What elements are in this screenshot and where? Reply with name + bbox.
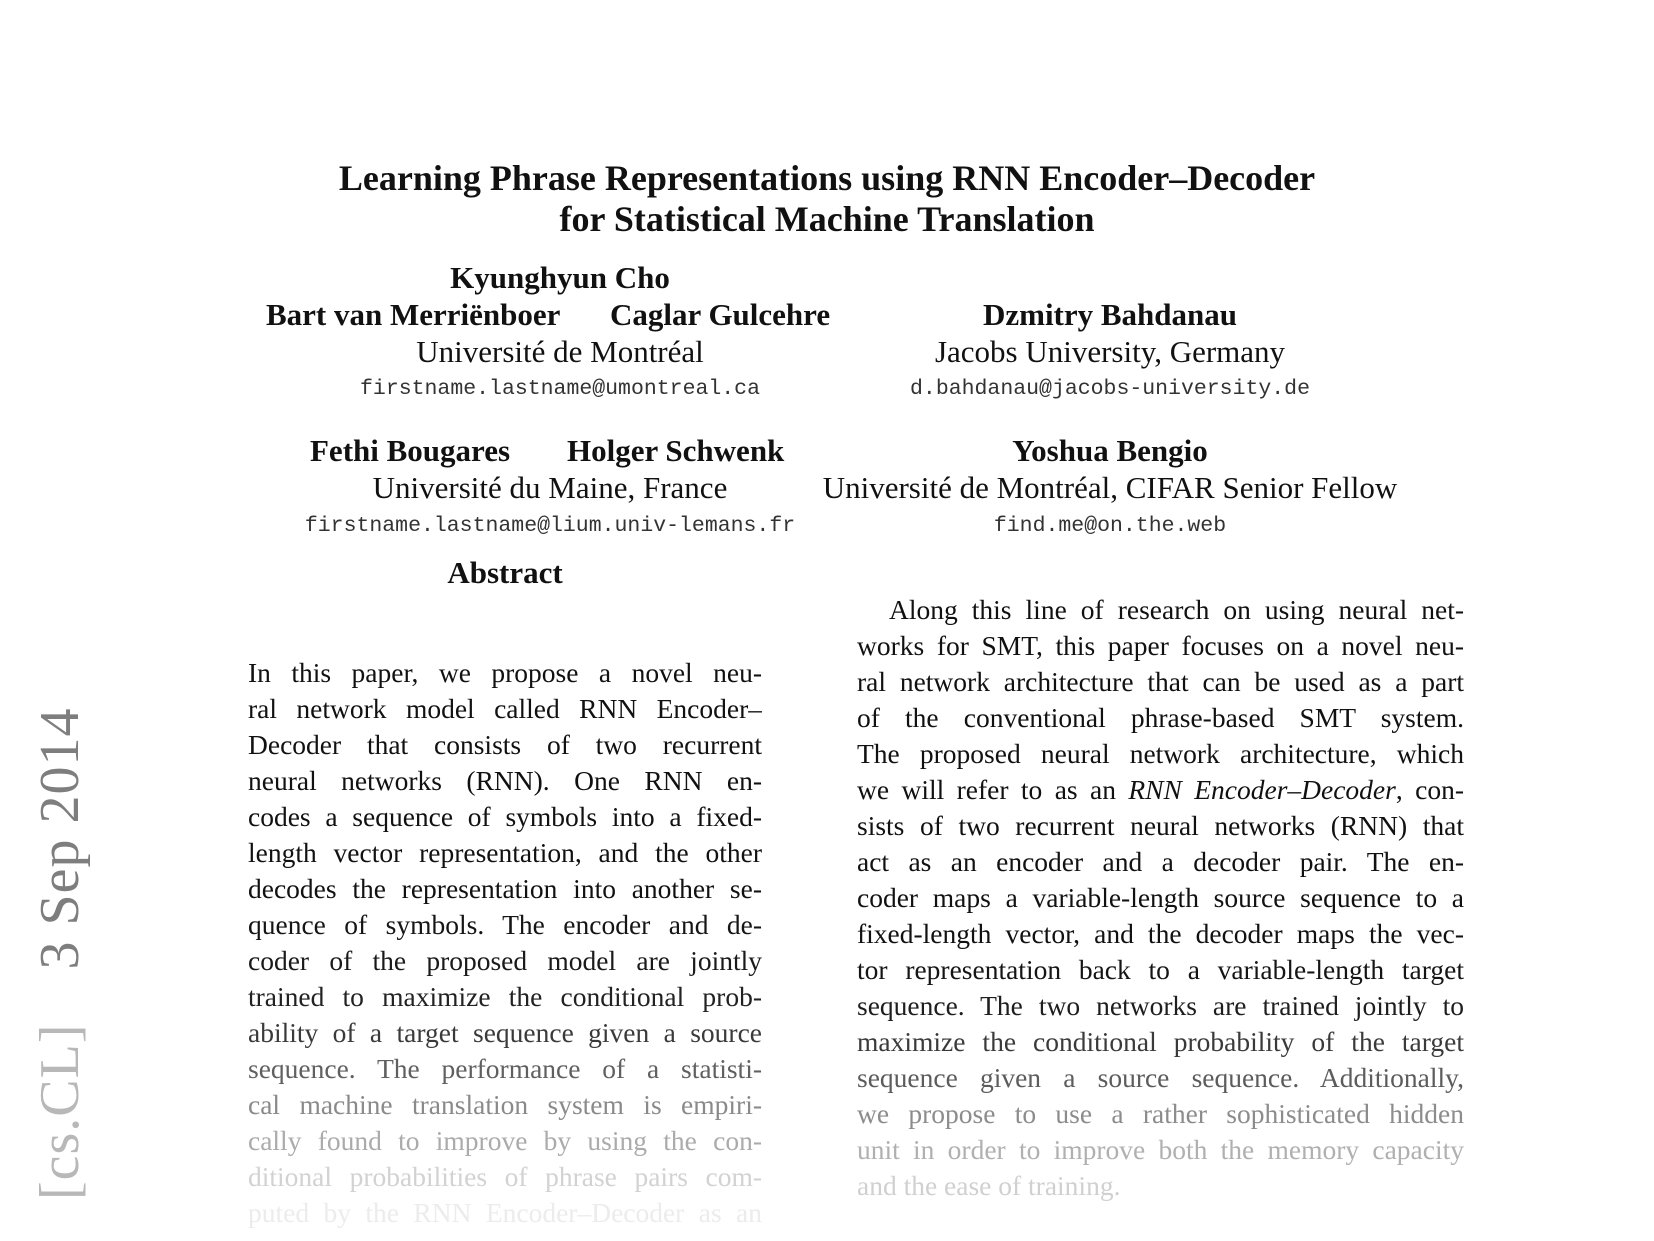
abstract-line: ability of a target sequence given a source	[248, 1017, 762, 1048]
author-holger-schwenk: Holger Schwenk	[567, 433, 785, 468]
abstract-line: sequence. The performance of a statisti-	[248, 1053, 762, 1084]
intro-line: ral network architecture that can be used as a part	[857, 666, 1464, 697]
abstract-line: length vector representation, and the other	[248, 837, 762, 868]
intro-line: The proposed neural network architecture, which	[857, 738, 1464, 769]
intro-term-rnn-encoder-decoder: RNN Encoder–Decoder	[1128, 774, 1396, 805]
paper-title-line-1: Learning Phrase Representations using RNN Encoder–Decoder	[338, 158, 1316, 198]
arxiv-category: [cs.CL]	[29, 1023, 91, 1200]
abstract-line: cally found to improve by using the con-	[248, 1125, 762, 1156]
paper-title-line-2: for Statistical Machine Translation	[559, 199, 1095, 239]
author-dzmitry-bahdanau: Dzmitry Bahdanau	[982, 297, 1238, 332]
intro-line: act as an encoder and a decoder pair. The en-	[857, 846, 1464, 877]
abstract-line: neural networks (RNN). One RNN en-	[248, 765, 762, 796]
abstract-line: puted by the RNN Encoder–Decoder as an	[248, 1197, 762, 1228]
intro-line	[857, 592, 1464, 628]
author-yoshua-bengio: Yoshua Bengio	[1012, 433, 1208, 468]
intro-line-text: we will refer to as an	[857, 774, 1129, 805]
abstract-line: decodes the representation into another se-	[248, 873, 762, 904]
abstract-line: In this paper, we propose a novel neu-	[248, 657, 762, 688]
arxiv-date: 3 Sep 2014	[29, 707, 91, 970]
email-umontreal: firstname.lastname@umontreal.ca	[360, 377, 760, 401]
intro-line-text: , con-	[1395, 774, 1464, 805]
intro-line: works for SMT, this paper focuses on a novel neu-	[857, 630, 1464, 661]
abstract-heading: Abstract	[447, 555, 563, 590]
intro-line-text: Along this line of research on using neural net-	[889, 594, 1464, 625]
affiliation-umontreal: Université de Montréal	[416, 334, 704, 369]
author-bart-van-merrienboer: Bart van Merriënboer	[266, 297, 561, 332]
affiliation-cifar: Université de Montréal, CIFAR Senior Fellow	[822, 470, 1398, 505]
intro-line: unit in order to improve both the memory capacity	[857, 1134, 1464, 1165]
intro-line: sists of two recurrent neural networks (RNN) that	[857, 810, 1464, 841]
email-bengio: find.me@on.the.web	[993, 514, 1227, 538]
abstract-line: cal machine translation system is empiri-	[248, 1089, 762, 1120]
intro-line: coder maps a variable-length source sequence to a	[857, 882, 1464, 913]
abstract-line: Decoder that consists of two recurrent	[248, 729, 762, 760]
author-caglar-gulcehre: Caglar Gulcehre	[610, 297, 831, 332]
intro-line: tor representation back to a variable-length target	[857, 954, 1464, 985]
author-fethi-bougares: Fethi Bougares	[310, 433, 511, 468]
abstract-line: ral network model called RNN Encoder–	[248, 693, 762, 724]
abstract-line: codes a sequence of symbols into a fixed-	[248, 801, 762, 832]
intro-line	[857, 772, 1464, 808]
abstract-line: coder of the proposed model are jointly	[248, 945, 762, 976]
arxiv-stamp	[20, 707, 100, 1200]
intro-line: sequence. The two networks are trained jointly to	[857, 990, 1464, 1021]
intro-line: of the conventional phrase-based SMT system.	[857, 702, 1464, 733]
email-lium: firstname.lastname@lium.univ-lemans.fr	[304, 514, 796, 538]
author-kyunghyun-cho: Kyunghyun Cho	[450, 260, 670, 295]
intro-line: sequence given a source sequence. Additionally,	[857, 1062, 1464, 1093]
abstract-line: trained to maximize the conditional prob-	[248, 981, 762, 1012]
intro-line: and the ease of training.	[857, 1170, 1121, 1201]
abstract-line: ditional probabilities of phrase pairs com-	[248, 1161, 762, 1192]
intro-line: fixed-length vector, and the decoder maps the vec-	[857, 918, 1464, 949]
abstract-line: quence of symbols. The encoder and de-	[248, 909, 762, 940]
intro-line: we propose to use a rather sophisticated hidden	[857, 1098, 1464, 1129]
email-jacobs: d.bahdanau@jacobs-university.de	[910, 377, 1310, 401]
intro-line: maximize the conditional probability of the target	[857, 1026, 1464, 1057]
affiliation-jacobs: Jacobs University, Germany	[934, 334, 1286, 369]
affiliation-lium: Université du Maine, France	[372, 470, 728, 505]
